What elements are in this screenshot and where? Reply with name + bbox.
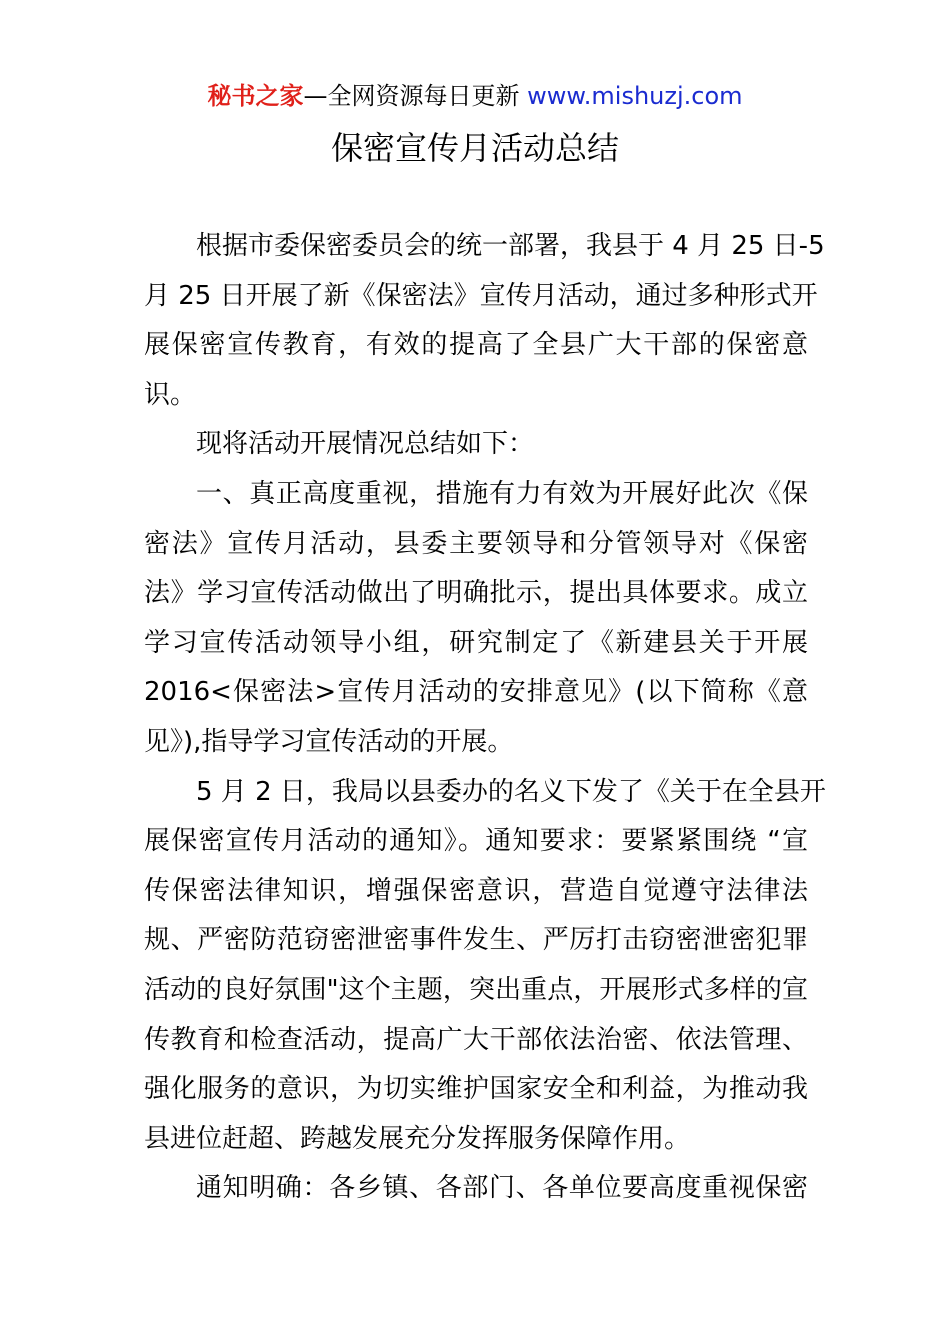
text-line: 传教育和检查活动，提高广大干部依法治密、依法管理、 [144, 1024, 808, 1055]
site-brand: 秘书之家 [207, 82, 304, 110]
text-line: 展保密宣传月活动的通知》。通知要求：要紧紧围绕 “宣 [144, 826, 808, 857]
text-line: 识。 [144, 379, 197, 410]
text-line: 密法》宣传月活动，县委主要领导和分管领导对《保密 [144, 528, 808, 559]
document-title: 保密宣传月活动总结 [330, 129, 619, 167]
text-line: 通知明确：各乡镇、各部门、各单位要高度重视保密 [196, 1173, 808, 1204]
text-line: 一、真正高度重视，措施有力有效为开展好此次《保 [196, 478, 808, 509]
text-line: 根据市委保密委员会的统一部署，我县于 4 月 25 日-5 [196, 231, 825, 261]
text-line: 展保密宣传教育，有效的提高了全县广大干部的保密意 [144, 330, 808, 361]
text-line: 规、严密防范窃密泄密事件发生、严厉打击窃密泄密犯罪 [144, 925, 808, 956]
document-body [144, 222, 826, 1214]
text-line: 见》),指导学习宣传活动的开展。 [144, 726, 514, 757]
text-line: 月 25 日开展了新《保密法》宣传月活动，通过多种形式开 [144, 280, 818, 311]
site-url-link[interactable]: www.mishuzj.com [527, 82, 743, 110]
text-line: 法》学习宣传活动做出了明确批示，提出具体要求。成立 [144, 578, 808, 609]
text-line: 现将活动开展情况总结如下： [196, 429, 535, 460]
text-line: 强化服务的意识，为切实维护国家安全和利益，为推动我 [144, 1074, 808, 1105]
site-header [0, 80, 950, 112]
text-line: 学习宣传活动领导小组，研究制定了《新建县关于开展 [144, 627, 808, 658]
text-line: 活动的良好氛围"这个主题，突出重点，开展形式多样的宣 [144, 974, 808, 1005]
site-tagline: —全网资源每日更新 [303, 82, 520, 110]
text-line: 县进位赶超、跨越发展充分发挥服务保障作用。 [144, 1123, 691, 1154]
text-line: 5 月 2 日，我局以县委办的名义下发了《关于在全县开 [196, 776, 826, 807]
text-line: 2016<保密法>宣传月活动的安排意见》(以下简称《意 [144, 677, 808, 708]
text-line: 传保密法律知识，增强保密意识，营造自觉遵守法律法 [144, 875, 808, 906]
